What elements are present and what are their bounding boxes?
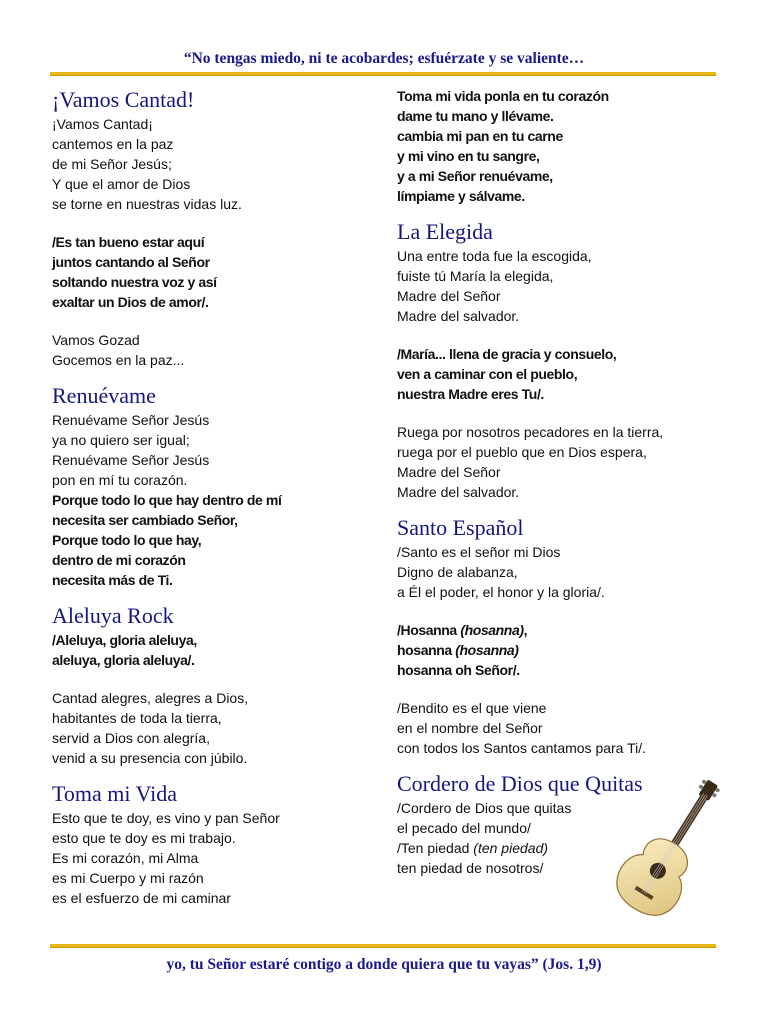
lyric-text: Toma mi vida ponla en tu corazón	[397, 88, 609, 104]
verse-block	[52, 808, 382, 908]
chorus-block	[397, 620, 727, 680]
lyric-line	[52, 708, 382, 728]
top-rule	[50, 72, 716, 76]
lyric-text: hosanna	[397, 642, 456, 658]
verse-block	[52, 330, 382, 370]
lyric-line	[52, 350, 382, 370]
lyric-line	[52, 114, 382, 134]
lyric-text: ,	[523, 622, 528, 638]
lyric-text: con todos los Santos cantamos para Ti/.	[397, 740, 647, 756]
lyric-line	[52, 630, 382, 650]
left-column	[52, 86, 382, 920]
lyric-line	[52, 550, 382, 570]
lyric-line	[52, 510, 382, 530]
lyric-line	[397, 542, 727, 562]
lyric-text: Renuévame Señor Jesús	[52, 452, 210, 468]
lyric-text: dentro de mi corazón	[52, 552, 186, 568]
lyric-line	[52, 252, 382, 272]
lyric-text: fuiste tú María la elegida,	[397, 268, 554, 284]
lyric-line	[397, 86, 727, 106]
verse-block	[52, 114, 382, 214]
lyric-line	[397, 462, 727, 482]
lyric-line	[52, 570, 382, 590]
lyric-text: Digno de alabanza,	[397, 564, 518, 580]
song-title: Aleluya Rock	[52, 603, 174, 628]
lyric-line	[397, 738, 727, 758]
lyric-text: /Ten piedad	[397, 840, 474, 856]
lyric-line	[52, 194, 382, 214]
verse-block	[52, 688, 382, 768]
lyric-text: /Santo es el señor mi Dios	[397, 544, 561, 560]
lyric-text: /Hosanna	[397, 622, 461, 638]
verse-block	[397, 422, 727, 502]
lyric-text: /Bendito es el que viene	[397, 700, 547, 716]
lyric-line	[397, 266, 727, 286]
lyric-text: dame tu mano y llévame.	[397, 108, 554, 124]
lyric-line	[52, 848, 382, 868]
lyric-text: Gocemos en la paz...	[52, 352, 185, 368]
lyric-text: Vamos Gozad	[52, 332, 140, 348]
chorus-block	[52, 490, 382, 590]
lyric-text: /Cordero de Dios que quitas	[397, 800, 572, 816]
lyric-text: esto que te doy es mi trabajo.	[52, 830, 236, 846]
song	[397, 86, 727, 206]
lyric-line	[397, 718, 727, 738]
lyric-text: Madre del salvador.	[397, 484, 520, 500]
lyric-text: Madre del Señor	[397, 288, 501, 304]
lyric-line	[52, 450, 382, 470]
lyric-line	[397, 442, 727, 462]
lyric-line	[397, 640, 727, 660]
lyric-text: ¡Vamos Cantad¡	[52, 116, 153, 132]
lyric-line	[52, 748, 382, 768]
lyric-text: es mi Cuerpo y mi razón	[52, 870, 204, 886]
lyric-text: /Aleluya, gloria aleluya,	[52, 632, 197, 648]
lyric-text: necesita más de Ti.	[52, 572, 173, 588]
guitar-illustration	[608, 770, 730, 936]
bottom-rule	[50, 944, 716, 948]
song	[52, 86, 382, 370]
lyric-line	[52, 470, 382, 490]
song	[52, 382, 382, 590]
lyric-text: nuestra Madre eres Tu/.	[397, 386, 544, 402]
lyric-line	[52, 174, 382, 194]
song	[52, 602, 382, 768]
song-title: La Elegida	[397, 219, 493, 244]
lyric-line	[52, 828, 382, 848]
lyric-text: necesita ser cambiado Señor,	[52, 512, 238, 528]
lyric-text: /Es tan bueno estar aquí	[52, 234, 205, 250]
lyric-line	[52, 272, 382, 292]
verse-block	[397, 246, 727, 326]
chorus-block	[52, 630, 382, 670]
lyric-line	[52, 868, 382, 888]
lyric-text: límpiame y sálvame.	[397, 188, 525, 204]
lyric-text: habitantes de toda la tierra,	[52, 710, 222, 726]
lyric-text: ruega por el pueblo que en Dios espera,	[397, 444, 647, 460]
lyric-text: el pecado del mundo/	[397, 820, 531, 836]
song	[52, 780, 382, 908]
lyric-line	[52, 650, 382, 670]
lyric-text: Porque todo lo que hay,	[52, 532, 202, 548]
lyric-line	[397, 422, 727, 442]
song	[397, 218, 727, 502]
lyric-text: Madre del Señor	[397, 464, 501, 480]
lyric-line	[397, 246, 727, 266]
lyric-text: Porque todo lo que hay dentro de mí	[52, 492, 282, 508]
lyric-echo: (ten piedad)	[473, 840, 549, 856]
lyric-line	[397, 306, 727, 326]
lyric-echo: (hosanna)	[455, 642, 519, 658]
song-title: Santo Español	[397, 515, 524, 540]
lyric-text: se torne en nuestras vidas luz.	[52, 196, 242, 212]
lyric-text: de mi Señor Jesús;	[52, 156, 172, 172]
lyric-line	[397, 146, 727, 166]
lyric-line	[397, 286, 727, 306]
lyric-text: Renuévame Señor Jesús	[52, 412, 210, 428]
lyric-line	[52, 154, 382, 174]
lyric-line	[52, 430, 382, 450]
lyric-text: es el esfuerzo de mi caminar	[52, 890, 231, 906]
song-title: ¡Vamos Cantad!	[52, 87, 195, 112]
lyric-line	[397, 698, 727, 718]
lyric-line	[52, 490, 382, 510]
lyric-text: /María... llena de gracia y consuelo,	[397, 346, 617, 362]
lyric-text: y mi vino en tu sangre,	[397, 148, 540, 164]
lyric-text: juntos cantando al Señor	[52, 254, 210, 270]
lyric-line	[397, 562, 727, 582]
lyric-text: aleluya, gloria aleluya/.	[52, 652, 195, 668]
verse-block	[397, 698, 727, 758]
lyric-text: Una entre toda fue la escogida,	[397, 248, 592, 264]
header-quote: “No tengas miedo, ni te acobardes; esfuérzate y se valiente…	[183, 50, 585, 67]
lyric-line	[397, 344, 727, 364]
lyric-text: servid a Dios con alegría,	[52, 730, 210, 746]
lyric-echo: (hosanna)	[460, 622, 524, 638]
verse-block	[397, 542, 727, 602]
lyric-text: y a mi Señor renuévame,	[397, 168, 553, 184]
lyric-line	[397, 166, 727, 186]
lyric-line	[52, 232, 382, 252]
lyric-text: ten piedad de nosotros/	[397, 860, 544, 876]
lyric-text: Y que el amor de Dios	[52, 176, 191, 192]
footer-quote: yo, tu Señor estaré contigo a donde quiera que tu vayas” (Jos. 1,9)	[166, 956, 602, 973]
lyric-line	[397, 126, 727, 146]
lyric-text: ven a caminar con el pueblo,	[397, 366, 578, 382]
lyric-text: ya no quiero ser igual;	[52, 432, 190, 448]
song	[397, 514, 727, 758]
verse-block	[52, 410, 382, 490]
lyric-line	[397, 482, 727, 502]
lyric-text: exaltar un Dios de amor/.	[52, 294, 209, 310]
lyric-line	[397, 620, 727, 640]
lyric-line	[52, 888, 382, 908]
lyric-text: cantemos en la paz	[52, 136, 174, 152]
lyric-text: Cantad alegres, alegres a Dios,	[52, 690, 249, 706]
lyric-text: en el nombre del Señor	[397, 720, 543, 736]
lyric-line	[397, 582, 727, 602]
song-title: Toma mi Vida	[52, 781, 178, 806]
lyric-line	[397, 106, 727, 126]
lyric-line	[52, 410, 382, 430]
lyric-line	[52, 728, 382, 748]
lyric-text: cambia mi pan en tu carne	[397, 128, 563, 144]
lyric-text: venid a su presencia con júbilo.	[52, 750, 248, 766]
lyric-line	[397, 186, 727, 206]
lyric-text: pon en mí tu corazón.	[52, 472, 188, 488]
chorus-block	[397, 344, 727, 404]
lyric-line	[52, 530, 382, 550]
chorus-block	[397, 86, 727, 206]
lyric-text: a Él el poder, el honor y la gloria/.	[397, 584, 605, 600]
lyric-text: hosanna oh Señor/.	[397, 662, 520, 678]
lyric-line	[397, 660, 727, 680]
song-title: Cordero de Dios que Quitas	[397, 771, 643, 796]
lyric-text: Esto que te doy, es vino y pan Señor	[52, 810, 280, 826]
lyric-line	[397, 384, 727, 404]
lyric-text: Madre del salvador.	[397, 308, 520, 324]
lyric-line	[52, 292, 382, 312]
lyric-line	[52, 330, 382, 350]
lyric-line	[52, 808, 382, 828]
lyric-text: soltando nuestra voz y así	[52, 274, 217, 290]
lyric-line	[52, 134, 382, 154]
chorus-block	[52, 232, 382, 312]
lyric-line	[52, 688, 382, 708]
lyric-text: Es mi corazón, mi Alma	[52, 850, 199, 866]
song-title: Renuévame	[52, 383, 156, 408]
lyric-text: Ruega por nosotros pecadores en la tierra,	[397, 424, 664, 440]
lyric-line	[397, 364, 727, 384]
